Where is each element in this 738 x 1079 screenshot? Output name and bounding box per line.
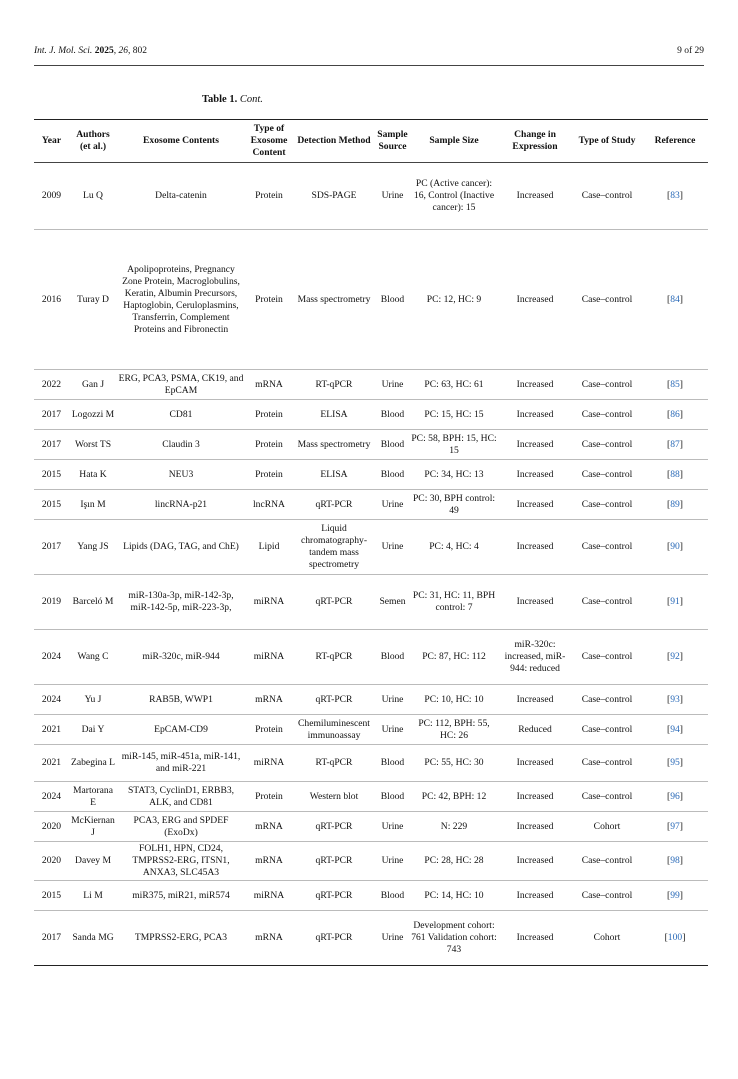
cell-size: PC (Active cancer): 16, Control (Inactive cancer): 15 — [410, 163, 498, 230]
cell-reference — [642, 370, 708, 400]
cell-source: Urine — [375, 715, 410, 745]
cell-contents: ERG, PCA3, PSMA, CK19, and EpCAM — [117, 370, 245, 400]
cell-method: qRT-PCR — [293, 911, 375, 966]
col-header-study: Type of Study — [572, 120, 642, 163]
cell-reference — [642, 400, 708, 430]
table-body — [34, 163, 708, 966]
cell-change: Increased — [498, 812, 572, 842]
cell-method: ELISA — [293, 460, 375, 490]
cell-size: PC: 12, HC: 9 — [410, 230, 498, 370]
reference-link[interactable]: 87 — [670, 438, 680, 450]
table-row — [34, 911, 708, 966]
cell-study: Case–control — [572, 163, 642, 230]
cell-year: 2017 — [34, 911, 69, 966]
cell-method: RT-qPCR — [293, 370, 375, 400]
cell-reference — [642, 460, 708, 490]
cell-study: Case–control — [572, 430, 642, 460]
cell-method: qRT-PCR — [293, 881, 375, 911]
cell-authors: Yu J — [69, 685, 117, 715]
cell-method: qRT-PCR — [293, 575, 375, 630]
cell-contents: RAB5B, WWP1 — [117, 685, 245, 715]
cell-study: Case–control — [572, 715, 642, 745]
cell-source: Blood — [375, 400, 410, 430]
reference-brackets: [91] — [667, 596, 683, 607]
col-header-source: Sample Source — [375, 120, 410, 163]
cell-size: PC: 87, HC: 112 — [410, 630, 498, 685]
cell-reference — [642, 490, 708, 520]
cell-study: Cohort — [572, 812, 642, 842]
reference-link[interactable]: 85 — [670, 378, 680, 390]
cell-size: PC: 30, BPH control: 49 — [410, 490, 498, 520]
reference-link[interactable]: 93 — [670, 693, 680, 705]
cell-reference — [642, 430, 708, 460]
cell-change: Increased — [498, 400, 572, 430]
journal-article: 802 — [132, 46, 147, 56]
cell-method: qRT-PCR — [293, 842, 375, 881]
reference-link[interactable]: 90 — [670, 541, 680, 552]
cell-type: mRNA — [245, 842, 293, 881]
reference-brackets: [86] — [667, 408, 683, 420]
cell-change: Increased — [498, 881, 572, 911]
reference-link[interactable]: 92 — [670, 651, 680, 662]
cell-reference — [642, 782, 708, 812]
cell-contents: Apolipoproteins, Pregnancy Zone Protein, Macroglobulins, Keratin, Albumin Precursors, Haptoglobin, Ceruloplasmins, Transferrin, Complement Proteins and Fibronectin — [117, 230, 245, 370]
cell-change: Increased — [498, 745, 572, 782]
cell-year: 2019 — [34, 575, 69, 630]
cell-source: Urine — [375, 520, 410, 575]
reference-brackets: [90] — [667, 541, 683, 552]
reference-link[interactable]: 99 — [670, 889, 680, 901]
cell-contents: PCA3, ERG and SPDEF (ExoDx) — [117, 812, 245, 842]
cell-year: 2024 — [34, 782, 69, 812]
cell-method: Chemiluminescent immunoassay — [293, 715, 375, 745]
cell-change: Increased — [498, 911, 572, 966]
table-caption — [202, 94, 263, 105]
reference-link[interactable]: 91 — [670, 596, 680, 607]
cell-reference — [642, 881, 708, 911]
cell-authors: Sanda MG — [69, 911, 117, 966]
cell-authors: Lu Q — [69, 163, 117, 230]
cell-year: 2015 — [34, 881, 69, 911]
cell-source: Semen — [375, 575, 410, 630]
cell-type: lncRNA — [245, 490, 293, 520]
cell-type: Protein — [245, 230, 293, 370]
cell-size: PC: 15, HC: 15 — [410, 400, 498, 430]
col-header-contents: Exosome Contents — [117, 120, 245, 163]
cell-year: 2022 — [34, 370, 69, 400]
cell-reference — [642, 911, 708, 966]
reference-link[interactable]: 95 — [670, 757, 680, 768]
cell-size: N: 229 — [410, 812, 498, 842]
cell-size: PC: 10, HC: 10 — [410, 685, 498, 715]
table-row — [34, 575, 708, 630]
cell-contents: miR-320c, miR-944 — [117, 630, 245, 685]
cell-year: 2020 — [34, 812, 69, 842]
table-row — [34, 490, 708, 520]
cell-contents: Claudin 3 — [117, 430, 245, 460]
cell-change: Increased — [498, 460, 572, 490]
cell-type: miRNA — [245, 630, 293, 685]
cell-contents: CD81 — [117, 400, 245, 430]
cell-size: PC: 112, BPH: 55, HC: 26 — [410, 715, 498, 745]
cell-type: miRNA — [245, 881, 293, 911]
cell-type: Protein — [245, 400, 293, 430]
reference-link[interactable]: 83 — [670, 190, 680, 201]
cell-source: Urine — [375, 490, 410, 520]
cell-change: Increased — [498, 520, 572, 575]
reference-link[interactable]: 97 — [670, 820, 680, 832]
cell-reference — [642, 163, 708, 230]
reference-brackets: [95] — [667, 757, 683, 768]
cell-method: qRT-PCR — [293, 490, 375, 520]
cell-authors: Davey M — [69, 842, 117, 881]
cell-source: Blood — [375, 630, 410, 685]
cell-reference — [642, 630, 708, 685]
cell-year: 2024 — [34, 630, 69, 685]
cell-study: Case–control — [572, 490, 642, 520]
cell-contents: NEU3 — [117, 460, 245, 490]
cell-size: PC: 14, HC: 10 — [410, 881, 498, 911]
cell-source: Blood — [375, 881, 410, 911]
table-row — [34, 400, 708, 430]
cell-year: 2017 — [34, 400, 69, 430]
cell-type: Protein — [245, 163, 293, 230]
table-caption-text: Cont. — [239, 94, 263, 105]
cell-method: Mass spectrometry — [293, 230, 375, 370]
cell-study: Case–control — [572, 782, 642, 812]
cell-study: Case–control — [572, 575, 642, 630]
cell-authors: Yang JS — [69, 520, 117, 575]
reference-brackets: [92] — [667, 651, 683, 662]
cell-method: qRT-PCR — [293, 812, 375, 842]
reference-brackets: [100] — [664, 932, 686, 943]
reference-link[interactable]: 100 — [667, 932, 683, 943]
cell-type: Protein — [245, 460, 293, 490]
cell-reference — [642, 715, 708, 745]
cell-year: 2017 — [34, 520, 69, 575]
col-header-type: Type of Exosome Content — [245, 120, 293, 163]
cell-size: PC: 28, HC: 28 — [410, 842, 498, 881]
cell-year: 2017 — [34, 430, 69, 460]
table-row — [34, 745, 708, 782]
cell-change: miR-320c: increased, miR-944: reduced — [498, 630, 572, 685]
cell-contents: miR-145, miR-451a, miR-141, and miR-221 — [117, 745, 245, 782]
reference-brackets: [99] — [667, 889, 683, 901]
reference-brackets: [89] — [667, 498, 683, 510]
cell-method: qRT-PCR — [293, 685, 375, 715]
cell-size: PC: 31, HC: 11, BPH control: 7 — [410, 575, 498, 630]
cell-source: Urine — [375, 911, 410, 966]
cell-study: Case–control — [572, 230, 642, 370]
reference-link[interactable]: 88 — [670, 468, 680, 480]
journal-name: Int. J. Mol. Sci. — [34, 46, 93, 56]
cell-source: Blood — [375, 782, 410, 812]
table-row — [34, 630, 708, 685]
cell-type: mRNA — [245, 685, 293, 715]
table-row — [34, 685, 708, 715]
journal-volume: 26 — [118, 46, 128, 56]
cell-size: PC: 55, HC: 30 — [410, 745, 498, 782]
cell-contents: miR-130a-3p, miR-142-3p, miR-142-5p, miR-223-3p, — [117, 575, 245, 630]
reference-brackets: [85] — [667, 378, 683, 390]
table-row — [34, 520, 708, 575]
cell-authors: Li M — [69, 881, 117, 911]
cell-type: mRNA — [245, 812, 293, 842]
cell-study: Case–control — [572, 460, 642, 490]
cell-year: 2020 — [34, 842, 69, 881]
cell-year: 2024 — [34, 685, 69, 715]
cell-type: Protein — [245, 715, 293, 745]
cell-study: Case–control — [572, 630, 642, 685]
table-row — [34, 881, 708, 911]
reference-brackets: [96] — [667, 790, 683, 802]
cell-study: Case–control — [572, 745, 642, 782]
cell-contents: FOLH1, HPN, CD24, TMPRSS2-ERG, ITSN1, ANXA3, SLC45A3 — [117, 842, 245, 881]
cell-source: Urine — [375, 812, 410, 842]
page-number: 9 of 29 — [677, 46, 704, 56]
cell-reference — [642, 685, 708, 715]
cell-source: Blood — [375, 430, 410, 460]
col-header-reference: Reference — [642, 120, 708, 163]
cell-method: RT-qPCR — [293, 630, 375, 685]
cell-reference — [642, 520, 708, 575]
cell-method: ELISA — [293, 400, 375, 430]
cell-reference — [642, 745, 708, 782]
cell-authors: Gan J — [69, 370, 117, 400]
table-caption-label: Table 1. — [202, 94, 238, 105]
header-rule — [34, 65, 704, 66]
table-row — [34, 370, 708, 400]
page-header — [34, 42, 704, 60]
cell-contents: Lipids (DAG, TAG, and ChE) — [117, 520, 245, 575]
cell-authors: Barceló M — [69, 575, 117, 630]
cell-change: Increased — [498, 842, 572, 881]
cell-study: Case–control — [572, 881, 642, 911]
cell-change: Increased — [498, 782, 572, 812]
exosome-table — [34, 119, 708, 966]
cell-authors: Martorana E — [69, 782, 117, 812]
cell-size: PC: 4, HC: 4 — [410, 520, 498, 575]
table-row — [34, 163, 708, 230]
journal-year: 2025 — [94, 46, 114, 56]
cell-study: Case–control — [572, 370, 642, 400]
cell-size: Development cohort: 761 Validation cohort: 743 — [410, 911, 498, 966]
cell-authors: Işın M — [69, 490, 117, 520]
cell-authors: Logozzi M — [69, 400, 117, 430]
table-row — [34, 460, 708, 490]
cell-year: 2015 — [34, 460, 69, 490]
col-header-method: Detection Method — [293, 120, 375, 163]
cell-contents: miR375, miR21, miR574 — [117, 881, 245, 911]
table-row — [34, 230, 708, 370]
reference-link[interactable]: 94 — [670, 723, 680, 735]
cell-size: PC: 42, BPH: 12 — [410, 782, 498, 812]
cell-size: PC: 58, BPH: 15, HC: 15 — [410, 430, 498, 460]
cell-contents: lincRNA-p21 — [117, 490, 245, 520]
cell-type: miRNA — [245, 745, 293, 782]
table-header-row — [34, 120, 708, 163]
cell-authors: Turay D — [69, 230, 117, 370]
reference-link[interactable]: 89 — [670, 498, 680, 510]
cell-study: Case–control — [572, 842, 642, 881]
cell-change: Increased — [498, 370, 572, 400]
cell-change: Increased — [498, 575, 572, 630]
cell-source: Blood — [375, 230, 410, 370]
cell-size: PC: 34, HC: 13 — [410, 460, 498, 490]
cell-reference — [642, 812, 708, 842]
cell-authors: Worst TS — [69, 430, 117, 460]
cell-change: Increased — [498, 230, 572, 370]
cell-type: mRNA — [245, 911, 293, 966]
cell-study: Cohort — [572, 911, 642, 966]
reference-brackets: [84] — [667, 293, 683, 305]
reference-brackets: [83] — [667, 190, 683, 201]
cell-authors: McKiernan J — [69, 812, 117, 842]
reference-brackets: [97] — [667, 820, 683, 832]
cell-contents: TMPRSS2-ERG, PCA3 — [117, 911, 245, 966]
cell-change: Reduced — [498, 715, 572, 745]
cell-type: miRNA — [245, 575, 293, 630]
table-row — [34, 842, 708, 881]
reference-link[interactable]: 84 — [670, 293, 680, 305]
cell-contents: EpCAM-CD9 — [117, 715, 245, 745]
cell-reference — [642, 842, 708, 881]
cell-source: Urine — [375, 685, 410, 715]
cell-year: 2021 — [34, 745, 69, 782]
reference-brackets: [93] — [667, 693, 683, 705]
cell-study: Case–control — [572, 400, 642, 430]
col-header-year: Year — [34, 120, 69, 163]
cell-contents: Delta-catenin — [117, 163, 245, 230]
reference-brackets: [94] — [667, 723, 683, 735]
cell-source: Urine — [375, 163, 410, 230]
cell-size: PC: 63, HC: 61 — [410, 370, 498, 400]
col-header-authors: Authors (et al.) — [69, 120, 117, 163]
cell-source: Blood — [375, 745, 410, 782]
cell-change: Increased — [498, 163, 572, 230]
reference-link[interactable]: 96 — [670, 790, 680, 802]
reference-link[interactable]: 86 — [670, 408, 680, 420]
cell-change: Increased — [498, 430, 572, 460]
cell-study: Case–control — [572, 685, 642, 715]
cell-year: 2021 — [34, 715, 69, 745]
table-row — [34, 782, 708, 812]
cell-reference — [642, 230, 708, 370]
cell-authors: Hata K — [69, 460, 117, 490]
reference-link[interactable]: 98 — [670, 855, 680, 866]
cell-method: RT-qPCR — [293, 745, 375, 782]
cell-source: Blood — [375, 460, 410, 490]
cell-type: Protein — [245, 430, 293, 460]
cell-method: Western blot — [293, 782, 375, 812]
cell-year: 2009 — [34, 163, 69, 230]
cell-study: Case–control — [572, 520, 642, 575]
cell-authors: Dai Y — [69, 715, 117, 745]
cell-change: Increased — [498, 685, 572, 715]
cell-authors: Zabegina L — [69, 745, 117, 782]
cell-type: Lipid — [245, 520, 293, 575]
reference-brackets: [98] — [667, 855, 683, 866]
reference-brackets: [88] — [667, 468, 683, 480]
cell-year: 2016 — [34, 230, 69, 370]
cell-source: Urine — [375, 842, 410, 881]
cell-year: 2015 — [34, 490, 69, 520]
table-row — [34, 812, 708, 842]
cell-method: Mass spectrometry — [293, 430, 375, 460]
cell-type: Protein — [245, 782, 293, 812]
reference-brackets: [87] — [667, 438, 683, 450]
cell-authors: Wang C — [69, 630, 117, 685]
cell-type: mRNA — [245, 370, 293, 400]
table-row — [34, 430, 708, 460]
cell-method: Liquid chromatography-tandem mass spectrometry — [293, 520, 375, 575]
col-header-change: Change in Expression — [498, 120, 572, 163]
table-row — [34, 715, 708, 745]
cell-change: Increased — [498, 490, 572, 520]
cell-reference — [642, 575, 708, 630]
cell-contents: STAT3, CyclinD1, ERBB3, ALK, and CD81 — [117, 782, 245, 812]
cell-source: Urine — [375, 370, 410, 400]
cell-method: SDS-PAGE — [293, 163, 375, 230]
col-header-size: Sample Size — [410, 120, 498, 163]
journal-citation: Int. J. Mol. Sci. 2025, 26, 802 — [34, 46, 147, 56]
